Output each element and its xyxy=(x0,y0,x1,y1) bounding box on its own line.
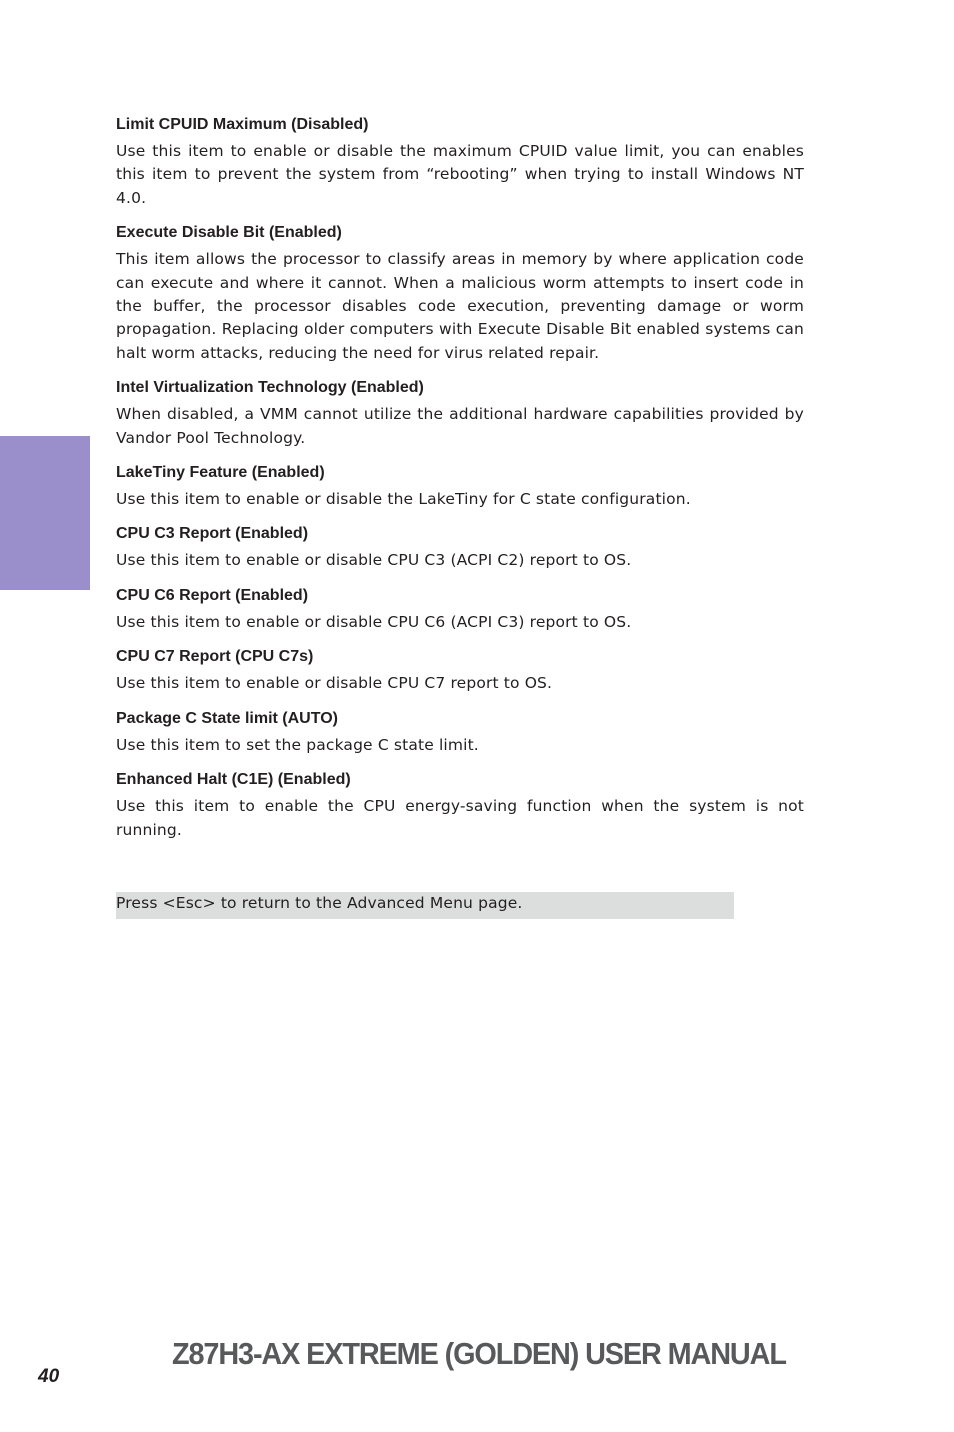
item-title: Enhanced Halt (C1E) (Enabled) xyxy=(116,771,351,789)
item-description: Use this item to enable or disable CPU C6 (ACPI C3) report to OS. xyxy=(116,612,632,631)
item-title: Intel Virtualization Technology (Enabled) xyxy=(116,379,424,397)
item-title: CPU C3 Report (Enabled) xyxy=(116,525,309,543)
item-description: This item allows the processor to classify areas in memory by where application code can execute and where it cannot. When a malicious worm attempts to insert code in the buffer, the processor disables code execution, preventing damage or worm propagation. Replacing older computers with Execute Disable Bit enabled systems can halt worm attacks, reducing the need for virus related repair. xyxy=(116,250,804,362)
item-cpu-c7-report xyxy=(116,646,804,695)
item-description: Use this item to enable the CPU energy-saving function when the system is not running. xyxy=(116,797,804,839)
item-cpu-c3-report xyxy=(116,523,804,572)
item-description: Use this item to set the package C state limit. xyxy=(116,735,479,754)
settings-description-list xyxy=(116,114,804,854)
page-number: 40 xyxy=(38,1366,60,1387)
item-title: Limit CPUID Maximum (Disabled) xyxy=(116,116,369,133)
item-description: Use this item to enable or disable the LakeTiny for C state configuration. xyxy=(116,490,691,509)
item-laketiny-feature xyxy=(116,462,804,511)
item-package-c-state-limit xyxy=(116,708,804,757)
item-intel-virtualization xyxy=(116,377,804,450)
item-limit-cpuid-maximum xyxy=(116,114,804,210)
item-description: Use this item to enable or disable the maximum CPUID value limit, you can enables this item to prevent the system from “rebooting” when trying to install Windows NT 4.0. xyxy=(116,142,804,207)
esc-note-bar xyxy=(116,892,734,919)
item-title: CPU C6 Report (Enabled) xyxy=(116,586,309,604)
chapter-side-tab xyxy=(0,436,90,590)
item-description: Use this item to enable or disable CPU C7 report to OS. xyxy=(116,674,553,693)
item-title: CPU C7 Report (CPU C7s) xyxy=(116,648,314,666)
item-description: Use this item to enable or disable CPU C3 (ACPI C2) report to OS. xyxy=(116,551,632,570)
esc-note-text: Press <Esc> to return to the Advanced Menu page. xyxy=(116,894,523,912)
item-title: LakeTiny Feature (Enabled) xyxy=(116,464,325,482)
manual-footer-title: Z87H3-AX EXTREME (GOLDEN) USER MANUAL xyxy=(172,1336,786,1371)
item-description: When disabled, a VMM cannot utilize the additional hardware capabilities provided by Vandor Pool Technology. xyxy=(116,405,804,447)
item-execute-disable-bit xyxy=(116,222,804,365)
item-title: Execute Disable Bit (Enabled) xyxy=(116,224,342,242)
item-cpu-c6-report xyxy=(116,585,804,634)
item-title: Package C State limit (AUTO) xyxy=(116,709,338,727)
item-enhanced-halt xyxy=(116,769,804,842)
